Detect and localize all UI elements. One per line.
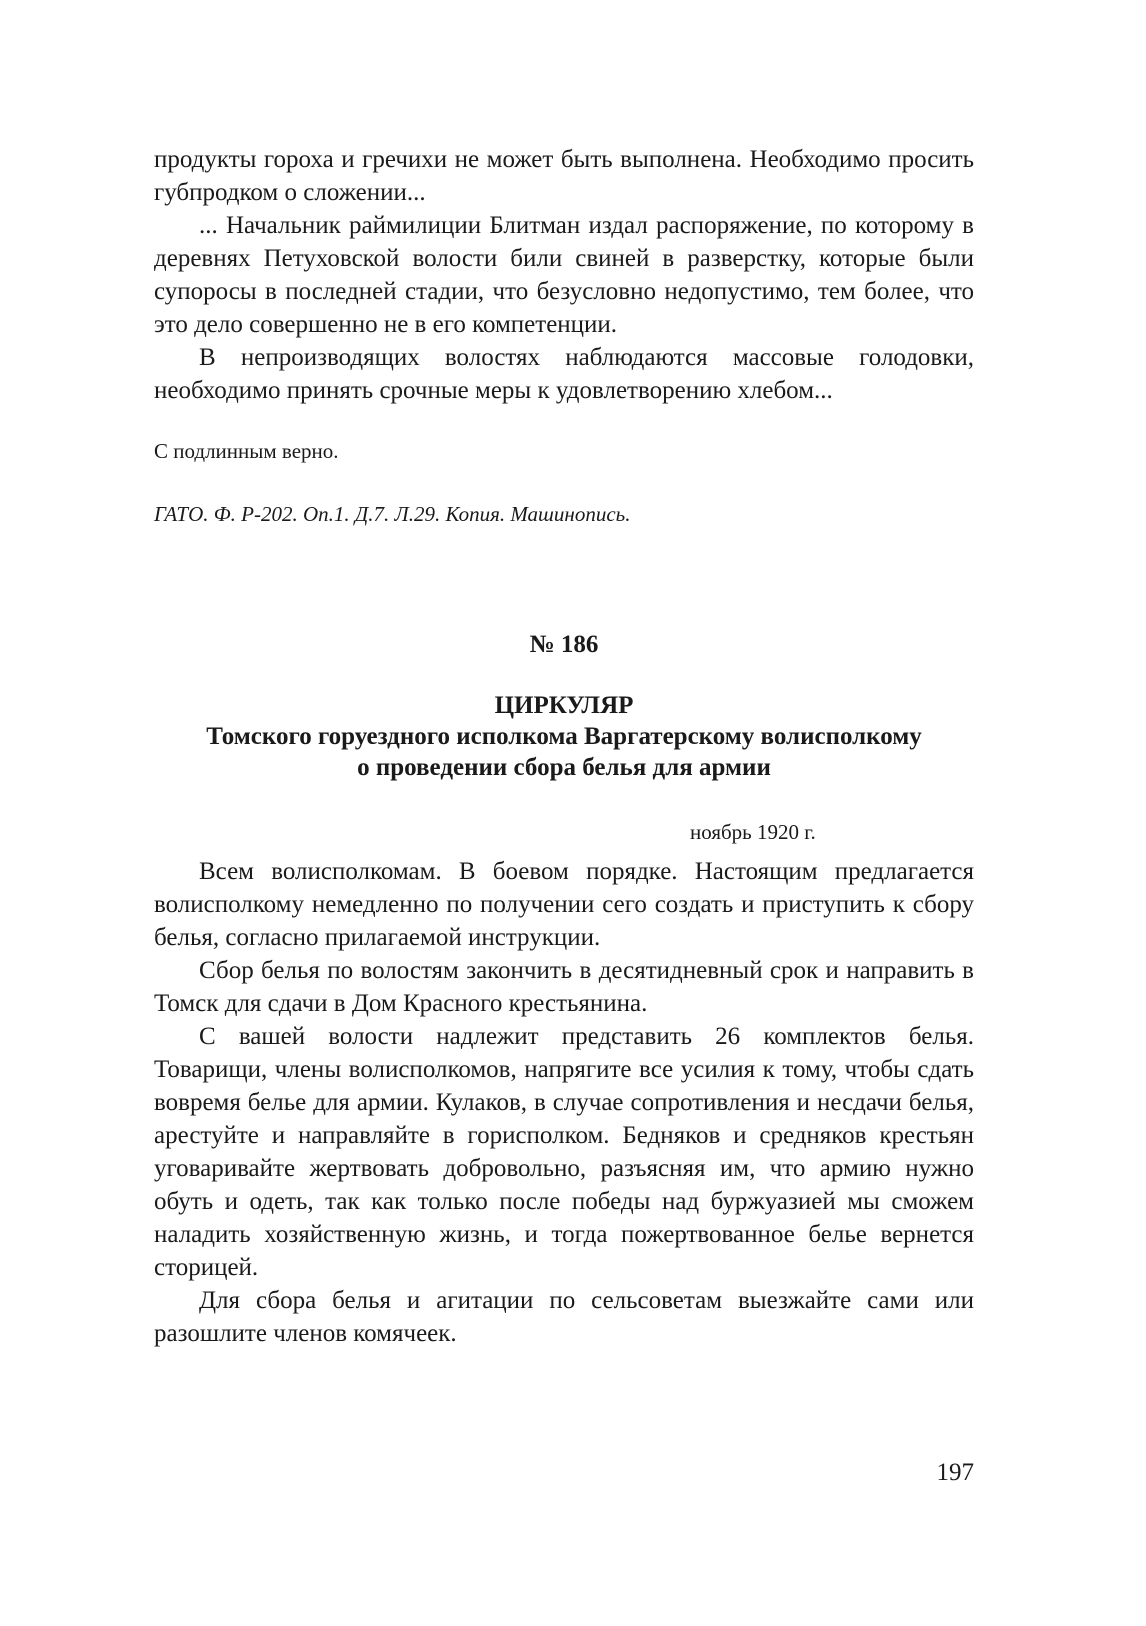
document-date: ноябрь 1920 г.	[690, 820, 816, 844]
document-number: № 186	[529, 631, 599, 658]
certification-note: С подлинным верно.	[154, 439, 339, 463]
paragraph: В непроизводящих волостях наблюдаются массовые голодовки, необходимо принять срочные меры к удовлетворению хлебом...	[154, 344, 974, 404]
document-body	[154, 855, 974, 1350]
document-type: ЦИРКУЛЯР	[494, 692, 634, 719]
archive-reference: ГАТО. Ф. Р-202. Оп.1. Д.7. Л.29. Копия. Машинопись.	[154, 502, 631, 526]
page-number: 197	[936, 1459, 974, 1486]
paragraph: ... Начальник раймилиции Блитман издал распоряжение, по которому в деревнях Петуховской волости били свиней в разверстку, которые были супоросы в последней стадии, что безусловно недопустимо, тем более, что это дело совершенно не в его компетенции.	[154, 212, 974, 338]
paragraph: Сбор белья по волостям закончить в десятидневный срок и направить в Томск для сдачи в Дом Красного крестьянина.	[154, 957, 974, 1017]
document-heading	[154, 690, 974, 783]
paragraph: Для сбора белья и агитации по сельсоветам выезжайте сами или разошлите членов комячеек.	[154, 1287, 974, 1347]
paragraph: Всем волисполкомам. В боевом порядке. Настоящим предлагается волисполкому немедленно по получении сего создать и приступить к сбору белья, согласно прилагаемой инструкции.	[154, 858, 974, 951]
preceding-document-text	[154, 143, 974, 407]
document-title-line: Томского горуездного исполкома Варгатерскому волисполкому	[206, 723, 922, 750]
paragraph: С вашей волости надлежит представить 26 комплектов белья. Товарищи, члены волисполкомов, напрягите все усилия к тому, чтобы сдать вовремя белье для армии. Кулаков, в случае сопротивления и несдачи белья, арестуйте и направляйте в горисполком. Бедняков и средняков крестьян уговаривайте жертвовать добровольно, разъясняя им, что армию нужно обуть и одеть, так как только после победы над буржуазией мы сможем наладить хозяйственную жизнь, и тогда пожертвованное белье вернется сторицей.	[154, 1023, 974, 1281]
paragraph: продукты гороха и гречихи не может быть выполнена. Необходимо просить губпродком о сложении...	[154, 146, 974, 206]
document-title-line: о проведении сбора белья для армии	[357, 754, 771, 781]
